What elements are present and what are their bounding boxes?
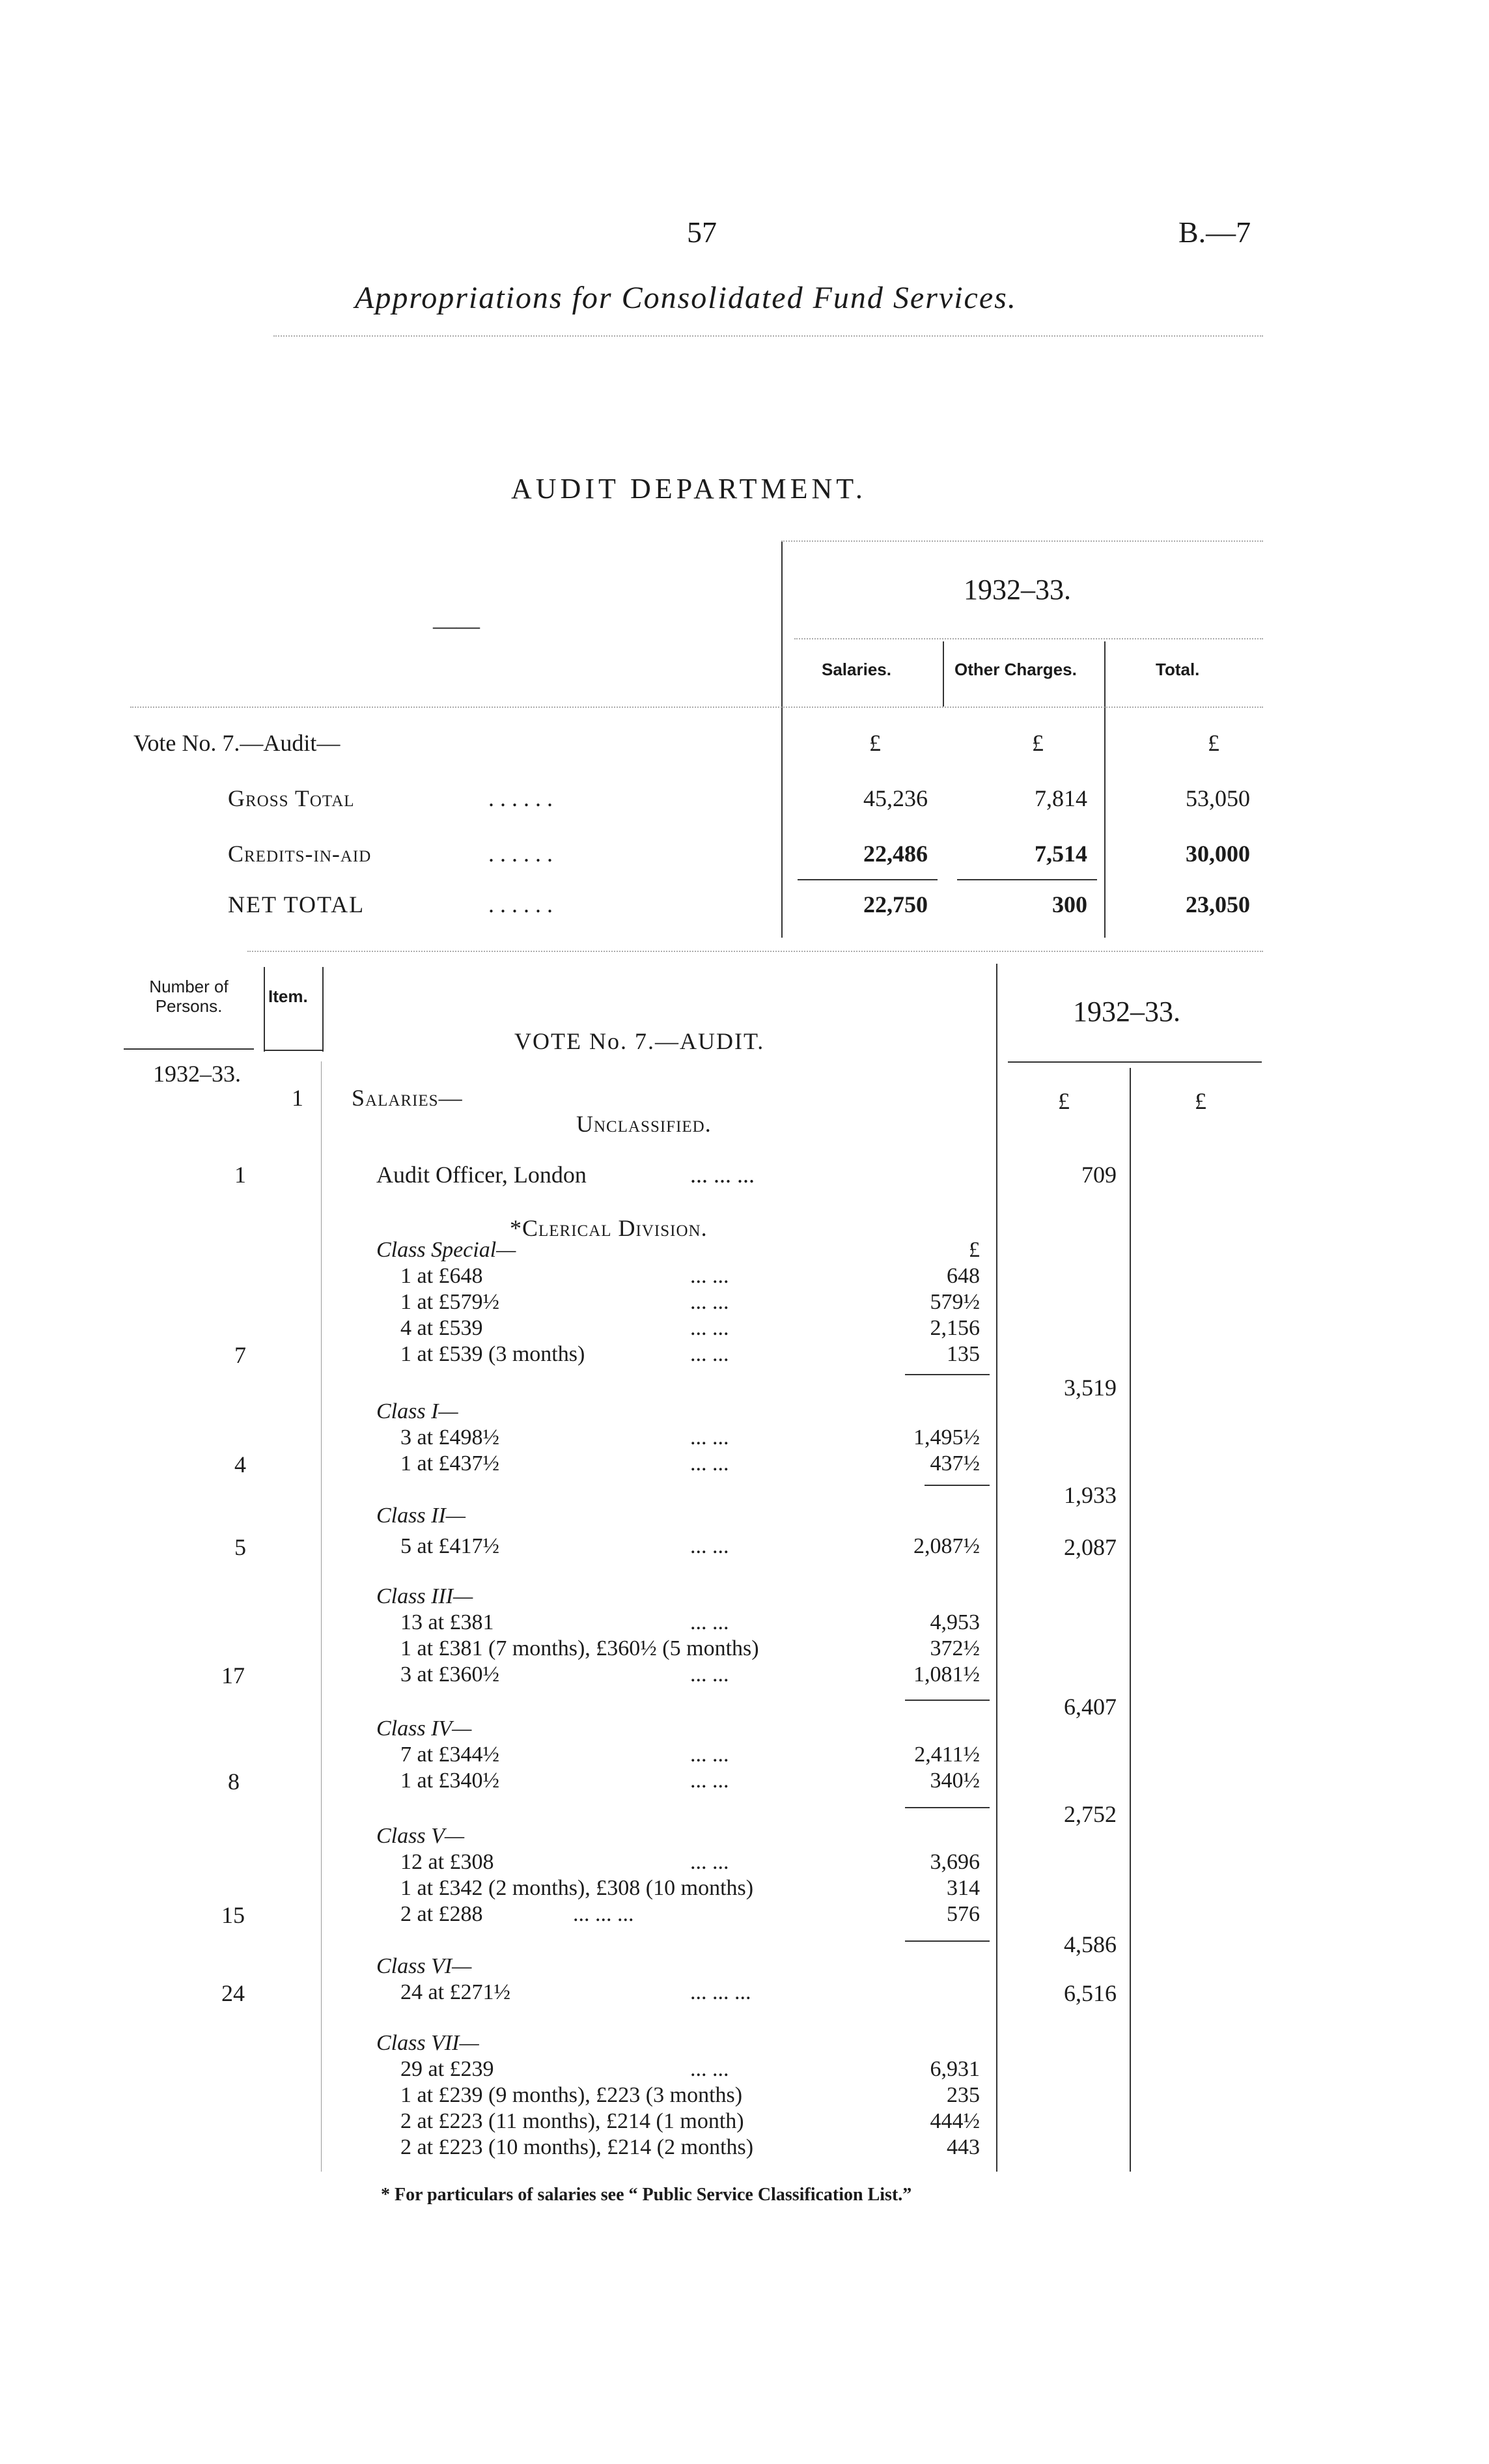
class-line-value: 135 (947, 1342, 980, 1366)
summary-col-salaries: Salaries. (822, 660, 891, 679)
class-name: Class Special— (376, 1238, 516, 1262)
class-line-dots: ... ... (690, 1342, 729, 1366)
detail-vote-title: VOTE No. 7.—AUDIT. (514, 1028, 765, 1054)
class-line-value: £ (969, 1238, 980, 1262)
class-subtotal: 4,586 (1064, 1931, 1117, 1957)
class-line-text: 1 at £539 (3 months) (400, 1342, 585, 1366)
class-line-dots: ... ... (690, 1534, 729, 1558)
class-name: Class VII— (376, 2031, 479, 2055)
summary-currency-other: £ (1032, 730, 1044, 756)
class-line-dots: ... ... ... (690, 1980, 751, 2004)
class-line-value: 444½ (930, 2109, 980, 2133)
class-line-value: 437½ (930, 1451, 980, 1476)
class-line-dots: ... ... (690, 1316, 729, 1340)
audit-officer-amount: 709 (1081, 1162, 1117, 1188)
class-subtotal: 2,752 (1064, 1801, 1117, 1827)
class-line-value: 2,156 (930, 1316, 980, 1340)
summary-year: 1932–33. (964, 574, 1071, 606)
summary-row-other: 7,514 (1035, 841, 1087, 867)
summary-dash: —— (433, 613, 480, 639)
class-persons: 8 (228, 1769, 240, 1795)
class-subtotal: 6,516 (1064, 1980, 1117, 2006)
class-line-dots: ... ... (690, 1610, 729, 1634)
summary-col-other: Other Charges. (954, 660, 1077, 679)
summary-row-salaries: 45,236 (863, 785, 928, 811)
class-line-value: 235 (947, 2083, 980, 2107)
class-line-text: 3 at £498½ (400, 1425, 500, 1449)
summary-row-total: 23,050 (1186, 891, 1250, 917)
summary-currency-salaries: £ (869, 730, 881, 756)
class-line-text: 7 at £344½ (400, 1743, 500, 1767)
detail-pound-1: £ (1058, 1088, 1070, 1114)
summary-row-dots: . . . . . . (488, 891, 553, 917)
summary-row-label: Credits-in-aid (228, 841, 372, 867)
class-line-value: 6,931 (930, 2057, 980, 2081)
detail-year: 1932–33. (1073, 996, 1180, 1028)
class-subtotal: 2,087 (1064, 1534, 1117, 1560)
class-line-text: 29 at £239 (400, 2057, 494, 2081)
detail-col-persons: Number of Persons. (149, 977, 229, 1016)
class-persons: 7 (234, 1342, 246, 1368)
summary-row-label: NET TOTAL (228, 891, 365, 917)
class-name: Class I— (376, 1399, 458, 1423)
class-line-text: 24 at £271½ (400, 1980, 511, 2004)
class-line-text: 1 at £239 (9 months), £223 (3 months) (400, 2083, 743, 2107)
class-line-value: 2,411½ (914, 1743, 980, 1767)
class-line-dots: ... ... (690, 1769, 729, 1793)
class-line-text: 12 at £308 (400, 1850, 494, 1874)
audit-officer-persons: 1 (234, 1162, 246, 1188)
class-line-text: 2 at £288 (400, 1902, 483, 1926)
class-line-value: 372½ (930, 1636, 980, 1660)
class-line-dots: ... ... (690, 1451, 729, 1476)
class-line-dots: ... ... (690, 1290, 729, 1314)
summary-row-total: 30,000 (1186, 841, 1250, 867)
summary-col-total: Total. (1156, 660, 1200, 679)
clerical-division-heading: *Clerical Division. (510, 1215, 708, 1241)
class-persons: 5 (234, 1534, 246, 1560)
class-subtotal: 6,407 (1064, 1694, 1117, 1720)
audit-officer-dots: ... ... ... (690, 1162, 755, 1188)
class-line-text: 3 at £360½ (400, 1662, 500, 1687)
class-line-value: 1,081½ (913, 1662, 980, 1687)
page-title: Appropriations for Consolidated Fund Services. (355, 281, 1017, 315)
class-line-text: 2 at £223 (10 months), £214 (2 months) (400, 2135, 754, 2159)
summary-row-salaries: 22,750 (863, 891, 928, 917)
summary-vote-label: Vote No. 7.—Audit— (133, 730, 341, 756)
detail-unclassified-heading: Unclassified. (576, 1111, 712, 1137)
summary-row-dots: . . . . . . (488, 785, 553, 811)
class-line-dots: ... ... (690, 1662, 729, 1687)
class-line-value: 2,087½ (913, 1534, 980, 1558)
class-line-value: 648 (947, 1264, 980, 1288)
summary-row-other: 300 (1052, 891, 1087, 917)
class-line-value: 1,495½ (913, 1425, 980, 1449)
class-subtotal: 1,933 (1064, 1482, 1117, 1508)
detail-year-left: 1932–33. (153, 1061, 241, 1087)
class-line-dots: ... ... (690, 2057, 729, 2081)
class-line-dots: ... ... (690, 1425, 729, 1449)
footnote: * For particulars of salaries see “ Public Service Classification List.” (381, 2185, 912, 2205)
class-line-value: 576 (947, 1902, 980, 1926)
class-line-value: 443 (947, 2135, 980, 2159)
class-persons: 15 (221, 1902, 245, 1928)
class-persons: 24 (221, 1980, 245, 2006)
document-reference: B.—7 (1178, 216, 1251, 249)
class-line-text: 1 at £648 (400, 1264, 483, 1288)
department-heading: AUDIT DEPARTMENT. (511, 473, 867, 505)
class-line-dots: ... ... (690, 1850, 729, 1874)
detail-salaries-heading: Salaries— (352, 1085, 463, 1111)
class-line-text: 5 at £417½ (400, 1534, 500, 1558)
summary-row-other: 7,814 (1035, 785, 1087, 811)
class-line-text: 4 at £539 (400, 1316, 483, 1340)
class-line-text: 1 at £340½ (400, 1769, 500, 1793)
detail-pound-2: £ (1195, 1088, 1206, 1114)
class-name: Class II— (376, 1504, 466, 1528)
class-name: Class IV— (376, 1716, 472, 1741)
summary-currency-total: £ (1208, 730, 1219, 756)
class-line-value: 3,696 (930, 1850, 980, 1874)
class-line-value: 579½ (930, 1290, 980, 1314)
class-line-value: 4,953 (930, 1610, 980, 1634)
class-line-text: 1 at £437½ (400, 1451, 500, 1476)
class-subtotal: 3,519 (1064, 1375, 1117, 1401)
summary-row-total: 53,050 (1186, 785, 1250, 811)
class-line-value: 314 (947, 1876, 980, 1900)
class-persons: 17 (221, 1662, 245, 1688)
class-line-text: 13 at £381 (400, 1610, 494, 1634)
summary-row-dots: . . . . . . (488, 841, 553, 867)
class-line-dots: ... ... ... (573, 1902, 634, 1926)
page-number: 57 (687, 216, 717, 249)
summary-row-salaries: 22,486 (863, 841, 928, 867)
summary-row-label: Gross Total (228, 785, 355, 811)
class-name: Class III— (376, 1584, 473, 1608)
class-line-value: 340½ (930, 1769, 980, 1793)
audit-officer-label: Audit Officer, London (376, 1162, 587, 1188)
class-line-text: 1 at £342 (2 months), £308 (10 months) (400, 1876, 754, 1900)
class-line-dots: ... ... (690, 1743, 729, 1767)
class-line-dots: ... ... (690, 1264, 729, 1288)
detail-item-number: 1 (292, 1085, 303, 1111)
class-line-text: 1 at £579½ (400, 1290, 500, 1314)
class-line-text: 2 at £223 (11 months), £214 (1 month) (400, 2109, 744, 2133)
class-name: Class V— (376, 1824, 465, 1848)
class-line-text: 1 at £381 (7 months), £360½ (5 months) (400, 1636, 759, 1660)
detail-col-item: Item. (268, 987, 308, 1006)
class-persons: 4 (234, 1451, 246, 1477)
class-name: Class VI— (376, 1954, 472, 1978)
